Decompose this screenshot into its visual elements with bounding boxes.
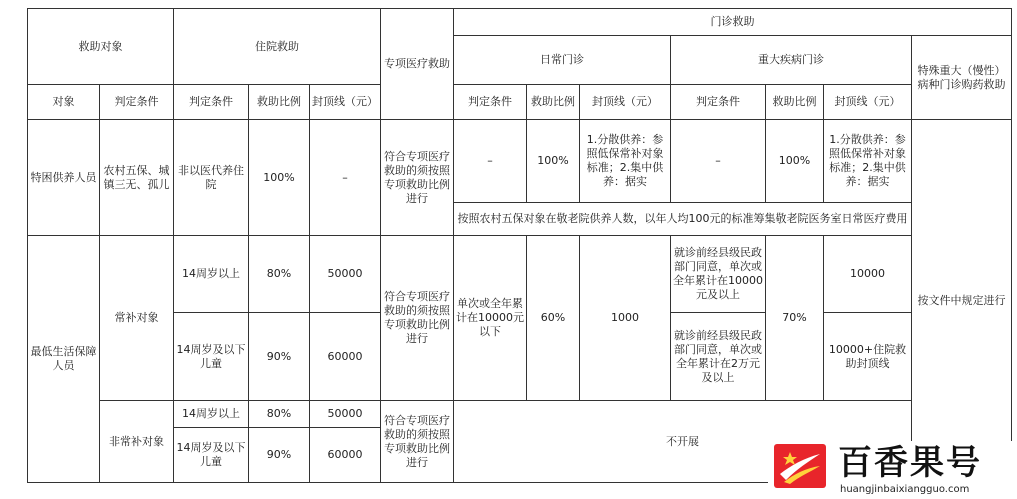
feichangbu-age-over-14: 14周岁以上 [174,401,249,428]
header-special-medical-aid: 专项医疗救助 [381,9,454,120]
changbu-age-under-14: 14周岁及以下儿童 [174,313,249,401]
tekun-inpatient-criteria: 非以医代养住院 [174,120,249,236]
dibao-changbu: 常补对象 [100,236,174,401]
watermark-url: huangjinbaixiangguo.com [840,484,970,495]
tekun-daily-criteria: – [454,120,527,203]
header-inpatient-cap: 封顶线（元） [310,85,381,120]
tekun-major-criteria: – [671,120,766,203]
feichangbu-special: 符合专项医疗救助的须按照专项救助比例进行 [381,401,454,483]
header-daily-outpatient: 日常门诊 [454,36,671,85]
header-inpatient-ratio: 救助比例 [249,85,310,120]
tekun-criteria: 农村五保、城镇三无、孤儿 [100,120,174,236]
header-daily-ratio: 救助比例 [527,85,580,120]
medical-aid-table [27,8,1012,483]
header-major-ratio: 救助比例 [766,85,824,120]
feichangbu-ratio-90: 90% [249,428,310,483]
dibao-daily-criteria: 单次或全年累计在10000元以下 [454,236,527,401]
header-special-disease-drug-aid: 特殊重大（慢性）病种门诊购药救助 [912,36,1012,120]
dibao-major-cap-1: 10000 [824,236,912,313]
watermark-brand-text: 百香果号 [838,443,982,483]
tekun-major-ratio: 100% [766,120,824,203]
feichangbu-cap-60000: 60000 [310,428,381,483]
header-inpatient-aid: 住院救助 [174,9,381,85]
header-aid-target: 救助对象 [28,9,174,85]
header-major-disease-outpatient: 重大疾病门诊 [671,36,912,85]
tekun-special: 符合专项医疗救助的须按照专项救助比例进行 [381,120,454,236]
dibao-major-cap-2: 10000+住院救助封顶线 [824,313,912,401]
dibao-major-ratio: 70% [766,236,824,401]
tekun-nursing-home-note: 按照农村五保对象在敬老院供养人数，以年人均100元的标准筹集敬老院医务室日常医疗费用 [454,203,912,236]
changbu-ratio-90: 90% [249,313,310,401]
drug-aid-rule: 按文件中规定进行 [912,120,1012,483]
header-major-cap: 封顶线（元） [824,85,912,120]
tekun-daily-ratio: 100% [527,120,580,203]
header-target: 对象 [28,85,100,120]
changbu-age-over-14: 14周岁以上 [174,236,249,313]
tekun-major-cap: 1.分散供养：参照低保常补对象标准；2.集中供养：据实 [824,120,912,203]
header-daily-cap: 封顶线（元） [580,85,671,120]
feichangbu-ratio-80: 80% [249,401,310,428]
dibao-daily-ratio: 60% [527,236,580,401]
tekun-daily-cap: 1.分散供养：参照低保常补对象标准；2.集中供养：据实 [580,120,671,203]
header-daily-criteria: 判定条件 [454,85,527,120]
dibao-major-criteria-1: 就诊前经县级民政部门同意，单次或全年累计在10000元及以上 [671,236,766,313]
dibao-feichangbu: 非常补对象 [100,401,174,483]
tekun-inpatient-ratio: 100% [249,120,310,236]
feichangbu-cap-50000: 50000 [310,401,381,428]
feichangbu-age-under-14: 14周岁及以下儿童 [174,428,249,483]
tekun-target: 特困供养人员 [28,120,100,236]
header-major-criteria: 判定条件 [671,85,766,120]
changbu-cap-50000: 50000 [310,236,381,313]
header-inpatient-criteria: 判定条件 [174,85,249,120]
changbu-cap-60000: 60000 [310,313,381,401]
dibao-daily-cap: 1000 [580,236,671,401]
watermark-logo [768,441,1017,499]
dibao-target: 最低生活保障人员 [28,236,100,483]
header-outpatient-aid: 门诊救助 [454,9,1012,36]
feichangbu-not-applicable: 不开展 [454,401,912,483]
changbu-ratio-80: 80% [249,236,310,313]
dibao-major-criteria-2: 就诊前经县级民政部门同意，单次或全年累计在2万元及以上 [671,313,766,401]
brand-swoosh-icon [774,444,826,488]
tekun-inpatient-cap: – [310,120,381,236]
changbu-special: 符合专项医疗救助的须按照专项救助比例进行 [381,236,454,401]
header-criteria: 判定条件 [100,85,174,120]
